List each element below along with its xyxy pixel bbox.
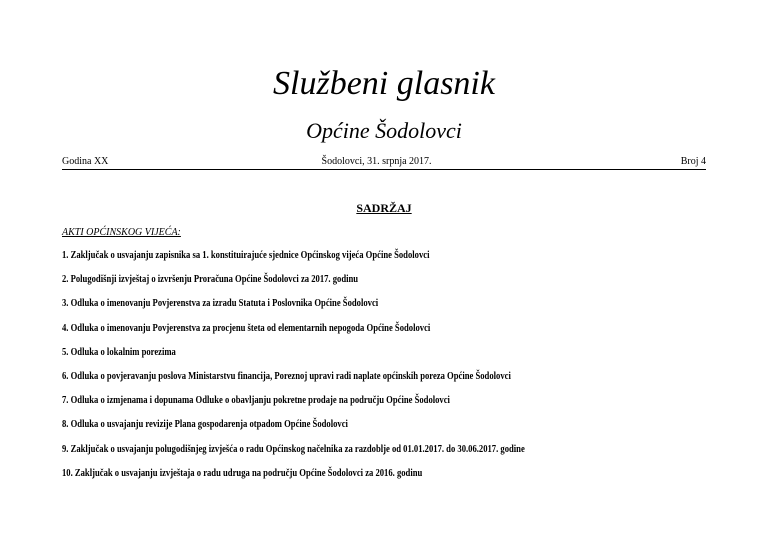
- issue-number: Broj 4: [680, 156, 706, 167]
- contents-item: 9. Zaključak o usvajanju polugodišnjeg izvješća o radu Općinskog načelnika za razdoblje od 01.01.2017. do 30.06.2017. godine: [62, 443, 525, 455]
- issue-meta-line: [62, 156, 706, 170]
- contents-item: 8. Odluka o usvajanju revizije Plana gospodarenja otpadom Općine Šodolovci: [62, 419, 348, 431]
- contents-item: 7. Odluka o izmjenama i dopunama Odluke o obavljanju pokretne prodaje na području Općine Šodolovci: [62, 395, 450, 407]
- issue-place-date: Šodolovci, 31. srpnja 2017.: [321, 156, 432, 167]
- contents-item: 3. Odluka o imenovanju Povjerenstva za izradu Statuta i Poslovnika Općine Šodolovci: [62, 298, 379, 310]
- contents-heading: SADRŽAJ: [356, 201, 412, 215]
- section-heading: AKTI OPĆINSKOG VIJEĆA:: [62, 227, 181, 238]
- contents-item: 1. Zaključak o usvajanju zapisnika sa 1. konstituirajuće sjednice Općinskog vijeća Općine Šodolovci: [62, 250, 430, 261]
- contents-item: 5. Odluka o lokalnim porezima: [62, 346, 176, 358]
- contents-list: [62, 250, 722, 492]
- document-title: Službeni glasnik: [273, 65, 495, 102]
- issue-year: Godina XX: [62, 156, 109, 167]
- contents-item: 4. Odluka o imenovanju Povjerenstva za procjenu šteta od elementarnih nepogoda Općine Šodolovci: [62, 322, 431, 334]
- contents-item: 6. Odluka o povjeravanju poslova Ministarstvu financija, Poreznoj upravi radi naplate općinskih poreza Općine Šodolovci: [62, 370, 511, 382]
- document-subtitle: Općine Šodolovci: [306, 118, 462, 143]
- contents-item: 2. Polugodišnji izvještaj o izvršenju Proračuna Općine Šodolovci za 2017. godinu: [62, 274, 359, 286]
- contents-item: 10. Zaključak o usvajanju izvještaja o radu udruga na području Općine Šodolovci za 2016. godinu: [62, 467, 423, 479]
